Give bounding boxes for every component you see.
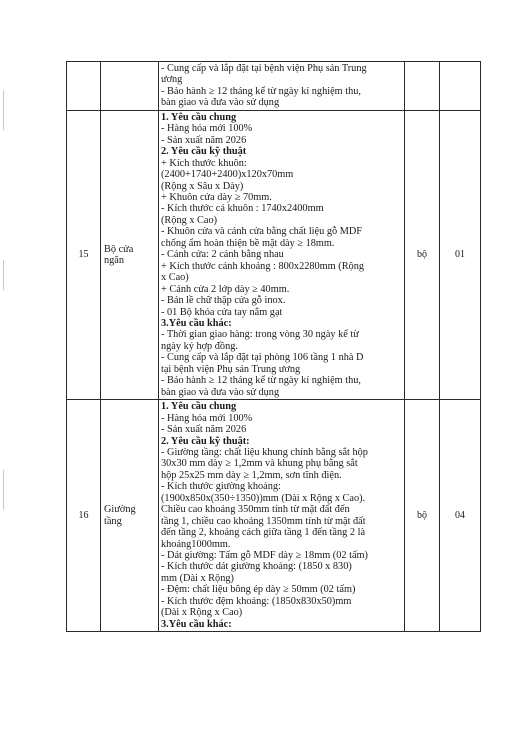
spec-line: x Cao): [161, 272, 189, 284]
spec-line: - Hàng hóa mới 100%: [161, 123, 253, 135]
section-heading: 2. Yêu cầu kỹ thuật:: [161, 435, 250, 447]
spec-line: + Khuôn cửa dày ≥ 70mm.: [161, 191, 272, 203]
item-name-cell: [101, 400, 159, 632]
table-row: [67, 400, 481, 632]
spec-line: (Dài x Rộng x Cao): [161, 607, 243, 619]
quantity-cell: 01: [440, 110, 481, 399]
specification-cell: [159, 400, 405, 632]
spec-line: tại bệnh viện Phụ sản Trung ương: [161, 363, 301, 375]
row-number-cell: [67, 62, 101, 111]
table-row: [67, 110, 481, 399]
specification-cell: [159, 62, 405, 111]
spec-line: tầng 1, chiều cao khoảng 1350mm tính từ mặt đất: [161, 515, 366, 527]
spec-line: - Sản xuất năm 2026: [161, 134, 247, 146]
spec-line: (Rộng x Sâu x Dày): [161, 180, 244, 192]
section-heading: 1. Yêu cầu chung: [161, 111, 237, 123]
spec-line: - Sản xuất năm 2026: [161, 424, 247, 436]
unit-cell: bộ: [405, 110, 440, 399]
specification-table-body: [67, 62, 481, 632]
item-name-cell: [101, 62, 159, 111]
spec-line: - Cánh cửa: 2 cánh bằng nhau: [161, 249, 284, 261]
spec-line: ngày ký hợp đồng.: [161, 340, 238, 352]
spec-line: - Bản lề chữ thập cửa gỗ inox.: [161, 295, 286, 307]
item-name-line: Bộ cửa: [104, 243, 134, 255]
spec-line: 30x30 mm dày ≥ 1,2mm và khung phụ bằng sắt: [161, 458, 358, 470]
spec-line: (Rộng x Cao): [161, 214, 218, 226]
spec-line: - Bảo hành ≥ 12 tháng kể từ ngày kí nghiệm thu,: [161, 85, 361, 97]
spec-line: chống ẩm hoàn thiện bề mặt dày ≥ 18mm.: [161, 237, 335, 249]
spec-line: khoảng1000mm.: [161, 538, 231, 550]
section-heading: 1. Yêu cầu chung: [161, 401, 237, 413]
spec-line: - Kích thước cả khuôn : 1740x2400mm: [161, 203, 324, 215]
spec-line: ương: [161, 74, 183, 86]
spec-line: - Kích thước đệm khoảng: (1850x830x50)mm: [161, 595, 352, 607]
spec-line: (2400+1740+2400)x120x70mm: [161, 169, 294, 181]
spec-line: + Kích thước khuôn:: [161, 157, 247, 169]
spec-line: - Giường tầng: chất liệu khung chính bằng sắt hộp: [161, 446, 368, 458]
spec-line: - Kích thước dát giường khoảng: (1850 x 830): [161, 561, 352, 573]
spec-line: - Đệm: chất liệu bông ép dày ≥ 50mm (02 tấm): [161, 584, 356, 596]
section-heading: 2. Yêu cầu kỹ thuật: [161, 146, 247, 158]
section-heading: 3.Yêu cầu khác:: [161, 618, 232, 630]
quantity-cell: 04: [440, 400, 481, 632]
row-number-cell: 15: [67, 110, 101, 399]
item-name-line: Giường: [104, 504, 136, 516]
spec-line: đến tầng 2, khoảng cách giữa tầng 1 đến tầng 2 là: [161, 527, 366, 539]
spec-line: + Kích thước cánh khoảng : 800x2280mm (Rộng: [161, 260, 365, 272]
table-row: [67, 62, 481, 111]
unit-cell: [405, 62, 440, 111]
spec-line: (1900x850x(350÷1350))mm (Dài x Rộng x Cao).: [161, 492, 366, 504]
spec-line: hộp 25x25 mm dày ≥ 1,2mm, sơn tĩnh điện.: [161, 469, 342, 481]
unit-cell: bộ: [405, 400, 440, 632]
spec-line: bàn giao và đưa vào sử dụng: [161, 97, 280, 109]
item-name-line: ngăn: [104, 254, 125, 266]
spec-line: mm (Dài x Rộng): [161, 572, 234, 584]
spec-line: Chiều cao khoảng 350mm tính từ mặt đất đến: [161, 504, 350, 516]
spec-line: - Khuôn cửa và cánh cửa bằng chất liệu gỗ MDF: [161, 226, 363, 238]
scan-margin-mark: [3, 90, 4, 130]
specification-cell: [159, 110, 405, 399]
scan-margin-mark: [3, 260, 4, 290]
spec-line: + Cánh cửa 2 lớp dày ≥ 40mm.: [161, 283, 290, 295]
spec-line: - Dát giường: Tấm gỗ MDF dày ≥ 18mm (02 tấm): [161, 550, 368, 562]
row-number-cell: 16: [67, 400, 101, 632]
spec-line: - Cung cấp và lắp đặt tại phòng 106 tầng 1 nhà D: [161, 352, 364, 364]
item-name-cell: [101, 110, 159, 399]
spec-line: - 01 Bộ khóa cửa tay nắm gạt: [161, 306, 283, 318]
quantity-cell: [440, 62, 481, 111]
item-name-line: tầng: [104, 515, 122, 527]
spec-line: - Cung cấp và lắp đặt tại bệnh viện Phụ sản Trung: [161, 63, 367, 74]
scan-margin-mark: [3, 470, 4, 510]
spec-line: bàn giao và đưa vào sử dụng: [161, 386, 280, 398]
spec-line: - Kích thước giường khoảng:: [161, 481, 281, 493]
spec-line: - Bảo hành ≥ 12 tháng kể từ ngày kí nghiệm thu,: [161, 375, 361, 387]
spec-line: - Thời gian giao hàng: trong vòng 30 ngày kể từ: [161, 329, 359, 341]
specification-table: [66, 61, 481, 632]
section-heading: 3.Yêu cầu khác:: [161, 317, 232, 329]
spec-line: - Hàng hóa mới 100%: [161, 412, 253, 424]
